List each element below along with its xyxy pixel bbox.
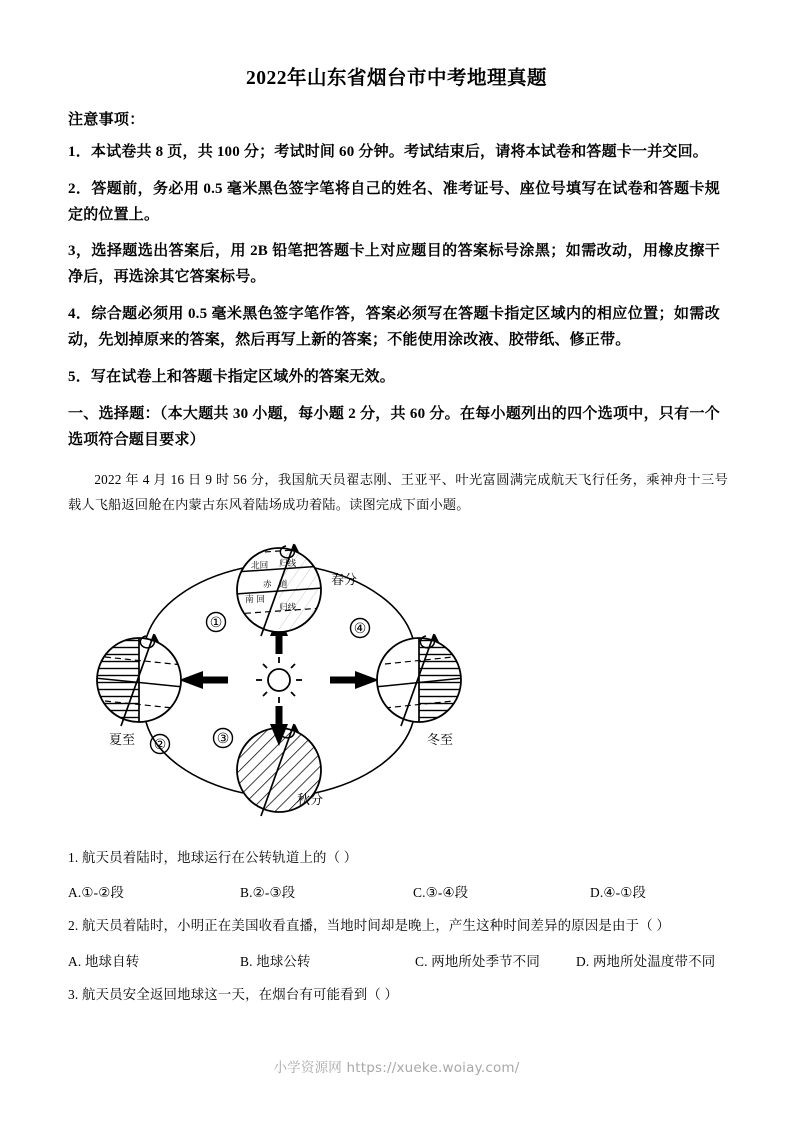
svg-text:④: ④ <box>353 620 367 637</box>
question-2-stem: 2. 航天员着陆时，小明正在美国收看直播，当地时间却是晚上，产生这种时间差异的原因是由于（ ） <box>68 918 670 934</box>
question-2-option-b[interactable]: B. 地球公转 <box>240 953 311 969</box>
earth-revolution-figure <box>55 532 738 832</box>
footer-watermark: 小学资源网 https://xueke.woiay.com/ <box>273 1060 520 1076</box>
question-2-options <box>68 937 738 969</box>
section-heading-choice: 一、选择题：（本大题共 30 小题，每小题 2 分，共 60 分。在每小题列出的四个选项中，只有一个选项符合题目要求） <box>68 406 720 449</box>
question-3 <box>55 971 738 1005</box>
question-2-option-d[interactable]: D. 两地所处温度带不同 <box>576 953 716 969</box>
orbit-marker-4 <box>351 618 370 637</box>
passage-text: 2022 年 4 月 16 日 9 时 56 分，我国航天员翟志刚、王亚平、叶光富圆满完成航天飞行任务，乘神舟十三号载人飞船返回舱在内蒙古东风着陆场成功着陆。读图完成下面小题。 <box>68 471 728 513</box>
figure-label-autumn: 秋分 <box>297 792 324 808</box>
question-1-option-c[interactable]: C.③-④段 <box>413 885 469 901</box>
orbit-marker-2 <box>151 734 170 753</box>
globe-label-tropic-capricorn-2: 归线 <box>279 602 297 613</box>
globe-label-tropic-cancer-2: 归线 <box>279 558 297 569</box>
question-2-option-c[interactable]: C. 两地所处季节不同 <box>415 953 540 969</box>
globe-label-equator: 赤 <box>263 579 272 590</box>
globe-spring-equinox <box>233 544 325 638</box>
notice-item-3: 3，选择题选出答案后，用 2B 铅笔把答题卡上对应题目的答案标号涂黑；如需改动，用橡皮擦干净后，再选涂其它答案标号。 <box>68 243 720 286</box>
question-1 <box>55 834 738 900</box>
sun-icon <box>256 657 302 703</box>
figure-label-spring: 春分 <box>331 572 358 588</box>
globe-label-tropic-cancer: 北回 <box>251 560 269 571</box>
globe-summer-solstice <box>93 634 185 728</box>
notice-heading: 注意事项： <box>68 112 145 128</box>
question-3-stem: 3. 航天员安全返回地球这一天，在烟台有可能看到（ ） <box>68 986 399 1002</box>
notice-item-2: 2．答题前，务必用 0.5 毫米黑色签字笔将自己的姓名、准考证号、座位号填写在试卷和答题卡规定的位置上。 <box>68 180 720 223</box>
question-1-stem: 1. 航天员着陆时，地球运行在公转轨道上的（ ） <box>68 849 358 865</box>
question-1-options <box>68 868 738 900</box>
globe-label-equator-2: 道 <box>279 579 288 590</box>
orbit-marker-3 <box>214 728 233 747</box>
figure-label-winter: 冬至 <box>427 732 454 748</box>
svg-text:②: ② <box>153 736 167 753</box>
question-1-option-d[interactable]: D.④-①段 <box>590 885 647 901</box>
notice-item-5: 5．写在试卷上和答题卡指定区域外的答案无效。 <box>68 368 395 385</box>
globe-label-tropic-capricorn: 南 回 <box>245 594 265 605</box>
question-2 <box>55 902 738 968</box>
page-title: 2022年山东省烟台市中考地理真题 <box>245 68 547 89</box>
notice-item-1: 1．本试卷共 8 页，共 100 分；考试时间 60 分钟。考试结束后，请将本试卷和答题卡一并交回。 <box>68 144 709 160</box>
globe-winter-solstice <box>373 634 465 728</box>
figure-label-summer: 夏至 <box>109 732 136 748</box>
question-1-option-b[interactable]: B.②-③段 <box>240 885 296 901</box>
notice-item-4: 4．综合题必须用 0.5 毫米黑色签字笔作答，答案必须写在答题卡指定区域内的相应位置；如需改动，先划掉原来的答案，然后再写上新的答案；不能使用涂改液、胶带纸、修正带。 <box>68 305 720 348</box>
question-1-option-a[interactable]: A.①-②段 <box>68 885 125 901</box>
svg-text:①: ① <box>209 614 223 631</box>
svg-text:③: ③ <box>216 730 230 747</box>
question-2-option-a[interactable]: A. 地球自转 <box>68 953 140 969</box>
orbit-marker-1 <box>207 612 226 631</box>
